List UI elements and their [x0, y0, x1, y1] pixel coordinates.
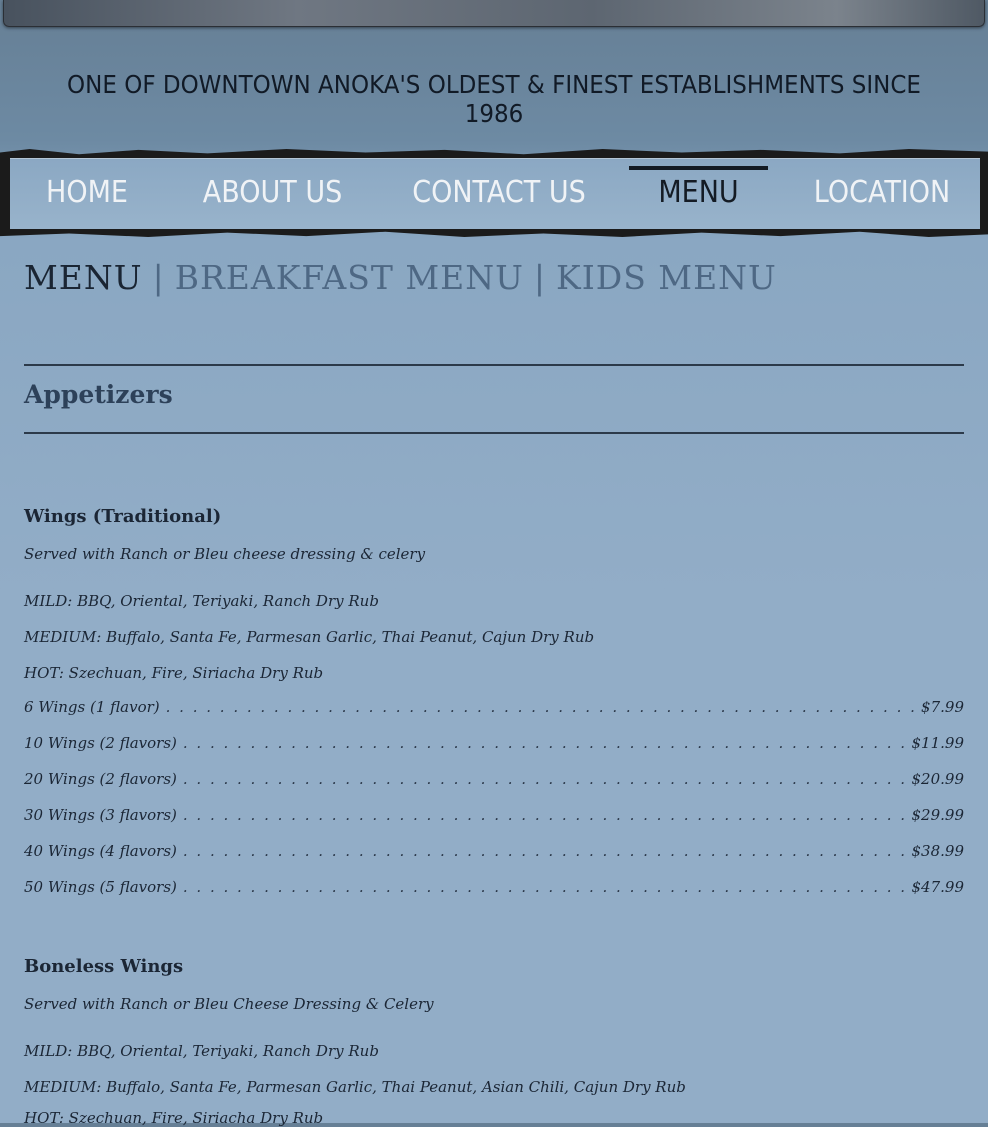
flavor-list-mild: MILD: BBQ, Oriental, Teriyaki, Ranch Dry Rub [24, 592, 379, 610]
menu-item-title: Boneless Wings [24, 956, 184, 977]
subnav-menu[interactable]: MENU [24, 258, 143, 297]
subnav-kids-menu[interactable]: KIDS MENU [556, 258, 777, 297]
nav-item-about-us[interactable]: ABOUT US [202, 175, 343, 210]
price-row-price: $38.99 [911, 842, 964, 860]
price-row-label: 10 Wings (2 flavors) [24, 734, 177, 752]
section-divider-bottom [24, 432, 964, 434]
price-row [24, 806, 964, 830]
price-row [24, 770, 964, 794]
price-row [24, 734, 964, 758]
menu-subnav [24, 258, 777, 302]
main-nav [10, 158, 980, 229]
section-title: Appetizers [24, 380, 173, 409]
menu-item-title: Wings (Traditional) [24, 506, 222, 527]
dot-leader [183, 806, 906, 824]
header-banner-image [3, 0, 985, 27]
price-row-price: $11.99 [911, 734, 964, 752]
price-row-label: 40 Wings (4 flavors) [24, 842, 177, 860]
subnav-separator: | [152, 258, 165, 297]
flavor-list-mild: MILD: BBQ, Oriental, Teriyaki, Ranch Dry Rub [24, 1042, 379, 1060]
site-tagline: ONE OF DOWNTOWN ANOKA'S OLDEST & FINEST ESTABLISHMENTS SINCE 1986 [67, 70, 921, 128]
dot-leader [183, 734, 906, 752]
dot-leader [183, 770, 906, 788]
price-row-price: $7.99 [921, 698, 964, 716]
subnav-breakfast-menu[interactable]: BREAKFAST MENU [174, 258, 524, 297]
subnav-separator: | [533, 258, 547, 297]
dot-leader [166, 698, 915, 716]
price-row-label: 30 Wings (3 flavors) [24, 806, 177, 824]
flavor-list-medium: MEDIUM: Buffalo, Santa Fe, Parmesan Garlic, Thai Peanut, Cajun Dry Rub [24, 628, 595, 646]
price-row-price: $29.99 [911, 806, 964, 824]
dot-leader [183, 878, 906, 896]
price-row-label: 20 Wings (2 flavors) [24, 770, 177, 788]
price-row [24, 842, 964, 866]
flavor-list-medium: MEDIUM: Buffalo, Santa Fe, Parmesan Garlic, Thai Peanut, Asian Chili, Cajun Dry Rub [24, 1078, 686, 1096]
menu-item-description: Served with Ranch or Bleu cheese dressing & celery [24, 545, 426, 563]
dot-leader [183, 842, 906, 860]
nav-item-location[interactable]: LOCATION [813, 175, 951, 210]
price-row-price: $20.99 [911, 770, 964, 788]
nav-item-menu[interactable]: MENU [658, 175, 739, 210]
price-row-label: 6 Wings (1 flavor) [24, 698, 160, 716]
nav-item-contact-us[interactable]: CONTACT US [412, 175, 586, 210]
flavor-list-hot: HOT: Szechuan, Fire, Siriacha Dry Rub [24, 1109, 324, 1127]
price-row-label: 50 Wings (5 flavors) [24, 878, 177, 896]
price-row [24, 698, 964, 722]
nav-item-home[interactable]: HOME [46, 175, 128, 210]
price-row-price: $47.99 [911, 878, 964, 896]
section-divider-top [24, 364, 964, 366]
price-row [24, 878, 964, 902]
menu-item-description: Served with Ranch or Bleu Cheese Dressing & Celery [24, 995, 434, 1013]
flavor-list-hot: HOT: Szechuan, Fire, Siriacha Dry Rub [24, 664, 324, 682]
